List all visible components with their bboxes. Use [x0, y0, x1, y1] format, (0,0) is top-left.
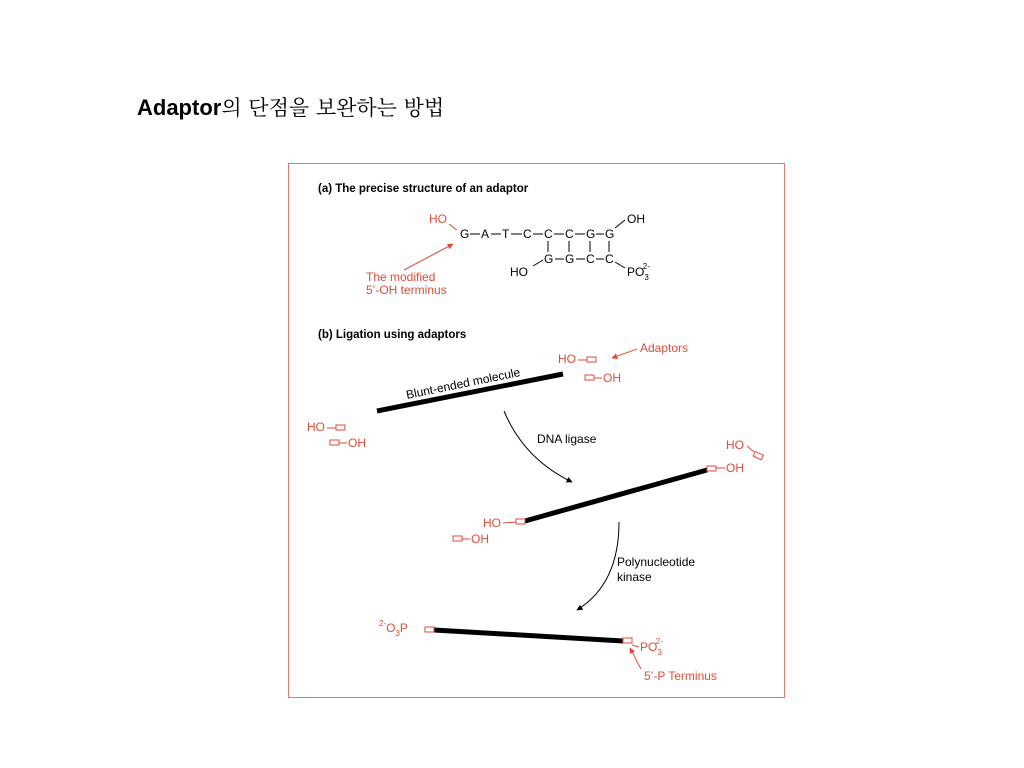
title-rest: 의 단점을 보완하는 방법 — [221, 96, 445, 120]
top-base-5: C — [544, 227, 553, 241]
adaptor-top-ho: HO — [558, 352, 576, 366]
bottom-base-1: G — [544, 252, 554, 266]
bottom-base-4: C — [605, 252, 614, 266]
top-base-1: G — [460, 227, 470, 241]
kinase-label-1: Polynucleotide — [617, 555, 696, 569]
left-adaptor-bottom-block — [330, 440, 339, 445]
bottom-po-label: $PO_32-$ — [627, 262, 650, 282]
ligated-molecule-bar — [525, 470, 707, 521]
final-right-bond — [632, 645, 639, 647]
ligated-left-top-block — [516, 519, 525, 524]
bottom-base-2: G — [565, 252, 575, 266]
top-oh-label: OH — [627, 212, 645, 226]
ligated-right-top-block — [707, 466, 716, 471]
final-left-phosphate: $^{2-}O_3P$ — [379, 619, 408, 638]
kinase-label-2: kinase — [617, 570, 652, 584]
left-adaptor-top-block — [336, 425, 345, 430]
adaptor-bottom-oh: OH — [603, 371, 621, 385]
top-base-2: A — [481, 227, 490, 241]
final-left-block — [425, 627, 434, 632]
modified-terminus-note-1: The modified — [366, 270, 436, 284]
ligated-left-ho: HO — [483, 516, 501, 530]
kinase-arrow — [577, 522, 619, 610]
top-base-6: C — [565, 227, 574, 241]
adaptors-label: Adaptors — [640, 341, 689, 355]
ligated-right-free-block — [753, 451, 763, 459]
final-right-block — [623, 638, 632, 643]
dna-ligase-arrow — [504, 411, 572, 482]
title-bold: Adaptor — [137, 95, 222, 120]
ligated-left-oh: OH — [471, 532, 489, 546]
top-base-3: T — [502, 227, 510, 241]
adaptor-figure — [288, 163, 785, 698]
top-base-7: G — [586, 227, 596, 241]
adaptors-arrow — [612, 349, 637, 358]
ligated-left-bottom-block — [453, 536, 462, 541]
adaptor-top-block — [587, 357, 596, 362]
top-ho-label: HO — [429, 212, 447, 226]
top-base-4: C — [523, 227, 532, 241]
ligated-right-oh: OH — [726, 461, 744, 475]
left-adaptor-ho: HO — [307, 420, 325, 434]
terminus-label: 5’-P Terminus — [644, 669, 717, 683]
dna-ligase-label: DNA ligase — [537, 432, 597, 446]
panel-b-heading: (b) Ligation using adaptors — [318, 329, 467, 341]
blunt-ended-molecule-label: Blunt-ended molecule — [404, 365, 522, 402]
ligated-right-ho: HO — [726, 438, 744, 452]
slide-title — [137, 92, 444, 122]
adaptor-diagram — [289, 164, 786, 699]
panel-a-heading: (a) The precise structure of an adaptor — [318, 183, 529, 195]
top-base-8: G — [605, 227, 615, 241]
base-pair-rungs — [548, 241, 609, 252]
bottom-ho-label: HO — [510, 265, 528, 279]
final-molecule-bar — [434, 630, 623, 641]
bottom-base-3: C — [586, 252, 595, 266]
ligated-left-ho-bond — [503, 522, 516, 523]
left-adaptor-oh: OH — [348, 436, 366, 450]
ligated-right-free-bond — [747, 446, 754, 452]
top-ho-bond — [449, 224, 457, 230]
adaptor-bottom-block — [585, 375, 594, 380]
modified-terminus-arrow — [404, 244, 453, 270]
modified-terminus-note-2: 5’-OH terminus — [366, 283, 447, 297]
final-right-phosphate: $PO_32-$ — [640, 637, 663, 657]
